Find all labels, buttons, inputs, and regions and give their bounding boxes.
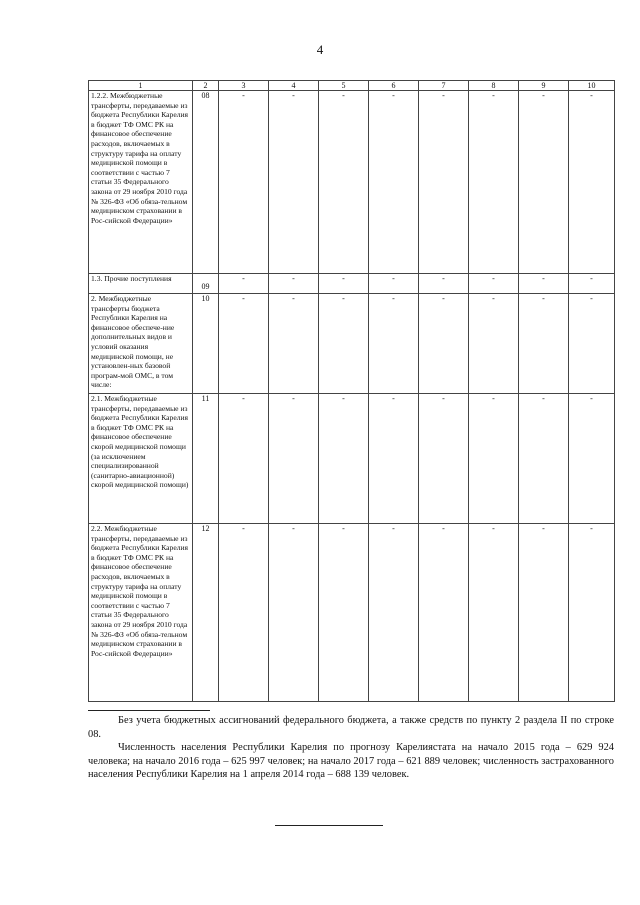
page-number: 4 — [316, 42, 324, 57]
cell-value: - — [219, 91, 269, 274]
cell-value: - — [419, 524, 469, 702]
header-row — [89, 81, 615, 91]
cell-value: - — [369, 294, 419, 394]
column-header: 9 — [519, 81, 569, 91]
cell-value: - — [419, 274, 469, 294]
cell-value: - — [569, 524, 615, 702]
row-code: 09 — [193, 274, 219, 294]
row-code: 10 — [193, 294, 219, 394]
cell-value: - — [219, 394, 269, 524]
row-description: 1.3. Прочие поступления — [89, 274, 193, 294]
cell-value: - — [219, 524, 269, 702]
cell-value: - — [569, 274, 615, 294]
cell-value: - — [319, 274, 369, 294]
row-code: 11 — [193, 394, 219, 524]
cell-value: - — [469, 91, 519, 274]
cell-value: - — [269, 294, 319, 394]
cell-value: - — [519, 294, 569, 394]
cell-value: - — [569, 394, 615, 524]
cell-value: - — [569, 91, 615, 274]
cell-value: - — [569, 294, 615, 394]
cell-value: - — [519, 524, 569, 702]
column-header: 6 — [369, 81, 419, 91]
table-row — [89, 91, 615, 274]
cell-value: - — [369, 524, 419, 702]
column-header: 2 — [193, 81, 219, 91]
footnote-separator — [88, 710, 210, 711]
cell-value: - — [269, 524, 319, 702]
cell-value: - — [219, 294, 269, 394]
column-header: 1 — [89, 81, 193, 91]
end-rule — [275, 825, 383, 826]
row-description: 2.2. Межбюджетные трансферты, передаваемые из бюджета Республики Карелия в бюджет ТФ ОМС РК на финансовое обеспечение расходов, включаемых в структуру тарифа на оплату медицинской помощи в соответствии с частью 7 статьи 35 Федерального закона от 29 ноября 2010 года № 326-ФЗ «Об обяза-тельном медицинском страховании в Рос-сийской Федерации» — [89, 524, 193, 702]
cell-value: - — [469, 294, 519, 394]
table-row — [89, 294, 615, 394]
cell-value: - — [369, 274, 419, 294]
footnote-budget: Без учета бюджетных ассигнований федерального бюджета, а также средств по пункту 2 раздела II по строке 08. — [88, 715, 614, 740]
cell-value: - — [419, 91, 469, 274]
cell-value: - — [269, 274, 319, 294]
cell-value: - — [319, 394, 369, 524]
row-description: 2.1. Межбюджетные трансферты, передаваемые из бюджета Республики Карелия в бюджет ТФ ОМС РК на финансовое обеспечение скорой медицинской помощи (за исключением специализированной (санитарно-авиационной) скорой медицинской помощи) — [89, 394, 193, 524]
cell-value: - — [269, 91, 319, 274]
cell-value: - — [519, 394, 569, 524]
column-header: 4 — [269, 81, 319, 91]
cell-value: - — [319, 91, 369, 274]
cell-value: - — [469, 524, 519, 702]
cell-value: - — [519, 91, 569, 274]
cell-value: - — [469, 394, 519, 524]
cell-value: - — [369, 394, 419, 524]
cell-value: - — [269, 394, 319, 524]
column-header: 3 — [219, 81, 269, 91]
budget-table — [88, 80, 615, 702]
column-header: 7 — [419, 81, 469, 91]
row-code: 08 — [193, 91, 219, 274]
table-row — [89, 524, 615, 702]
row-code: 12 — [193, 524, 219, 702]
cell-value: - — [419, 394, 469, 524]
column-header: 8 — [469, 81, 519, 91]
row-description: 1.2.2. Межбюджетные трансферты, передаваемые из бюджета Республики Карелия в бюджет ТФ ОМС РК на финансовое обеспечение расходов, включаемых в структуру тарифа на оплату медицинской помощи в соответствии с частью 7 статьи 35 Федерального закона от 29 ноября 2010 года № 326-ФЗ «Об обяза-тельном медицинском страховании в Рос-сийской Федерации» — [89, 91, 193, 274]
cell-value: - — [319, 294, 369, 394]
footnote-population: Численность населения Республики Карелия по прогнозу Карелиястата на начало 2015 года – 629 924 человека; на начало 2016 года – 625 997 человек; на начало 2017 года – 621 889 человек; численность застрахованного населения Республики Карелия на 1 апреля 2014 года – 688 139 человек. — [88, 742, 614, 780]
cell-value: - — [419, 294, 469, 394]
cell-value: - — [319, 524, 369, 702]
column-header: 5 — [319, 81, 369, 91]
cell-value: - — [369, 91, 419, 274]
column-header: 10 — [569, 81, 615, 91]
row-description: 2. Межбюджетные трансферты бюджета Республики Карелия на финансовое обеспече-ние дополнительных видов и условий оказания медицинской помощи, не установлен-ных базовой програм-мой ОМС, в том числе: — [89, 294, 193, 394]
table-row — [89, 394, 615, 524]
cell-value: - — [519, 274, 569, 294]
cell-value: - — [219, 274, 269, 294]
table-row — [89, 274, 615, 294]
cell-value: - — [469, 274, 519, 294]
